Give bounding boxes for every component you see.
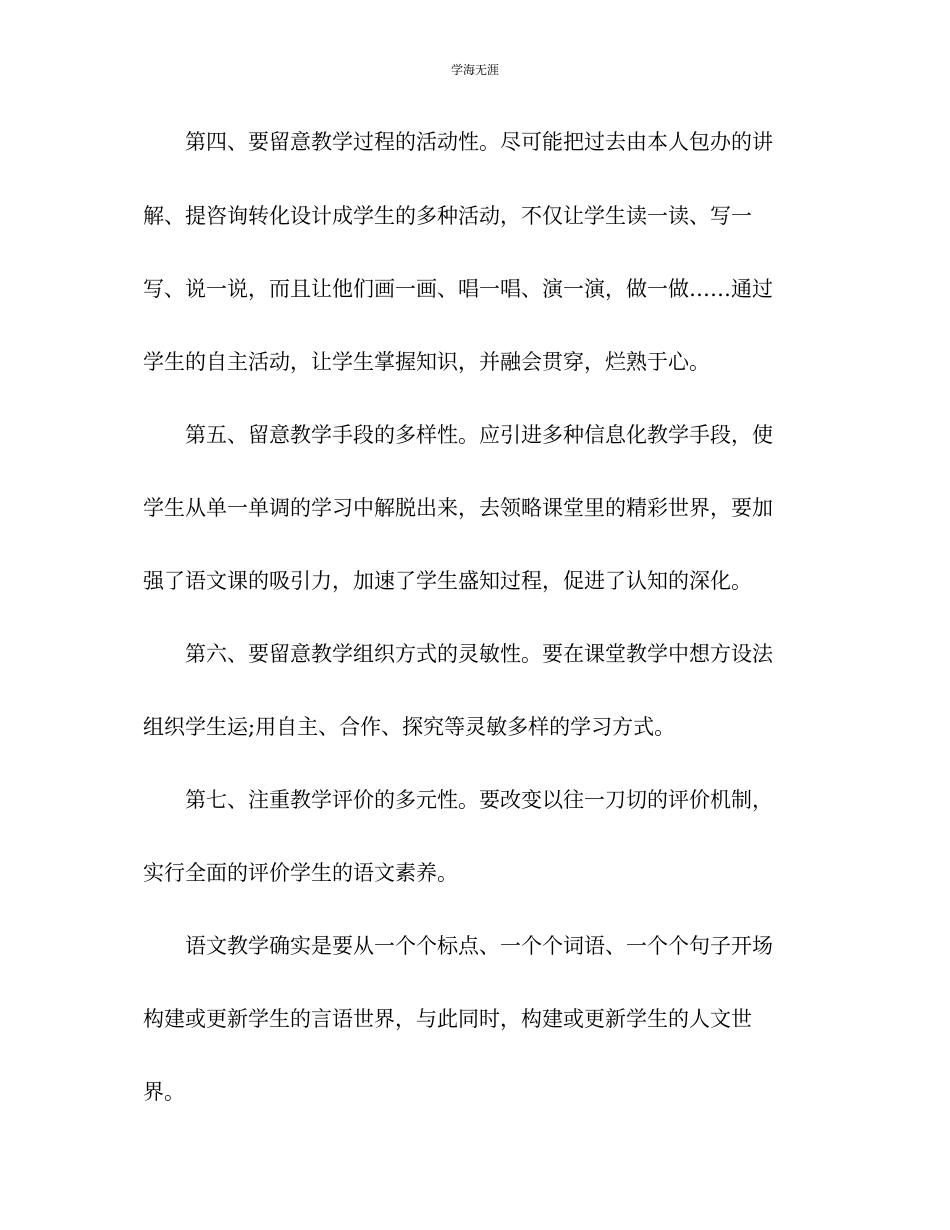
paragraph-line: 第五、留意教学手段的多样性。应引进多种信息化教学手段，使	[185, 423, 773, 447]
paragraph-line: 强了语文课的吸引力，加速了学生盛知过程，促进了认知的深化。	[143, 569, 752, 593]
paragraph-line: 构建或更新学生的言语世界，与此同时，构建或更新学生的人文世	[143, 1007, 752, 1031]
paragraph-line: 写、说一说，而且让他们画一画、唱一唱、演一演，做一做……通过	[143, 277, 773, 301]
paragraph-line: 组织学生运;用自主、合作、探究等灵敏多样的学习方式。	[143, 715, 676, 739]
paragraph-line: 界。	[143, 1080, 185, 1104]
paragraph-line: 学生的自主活动，让学生掌握知识，并融会贯穿，烂熟于心。	[143, 350, 710, 374]
paragraph-line: 实行全面的评价学生的语文素养。	[143, 861, 458, 885]
page-header: 学海无涯	[450, 63, 499, 77]
paragraph-line: 语文教学确实是要从一个个标点、一个个词语、一个个句子开场	[185, 934, 773, 958]
paragraph-line: 解、提咨询转化设计成学生的多种活动，不仅让学生读一读、写一	[143, 204, 752, 228]
paragraph-line: 学生从单一单调的学习中解脱出来，去领略课堂里的精彩世界，要加	[143, 496, 773, 520]
paragraph-line: 第六、要留意教学组织方式的灵敏性。要在课堂教学中想方设法	[185, 642, 773, 666]
paragraph-line: 第四、要留意教学过程的活动性。尽可能把过去由本人包办的讲	[185, 130, 773, 154]
paragraph-line: 第七、注重教学评价的多元性。要改变以往一刀切的评价机制，	[185, 788, 773, 812]
